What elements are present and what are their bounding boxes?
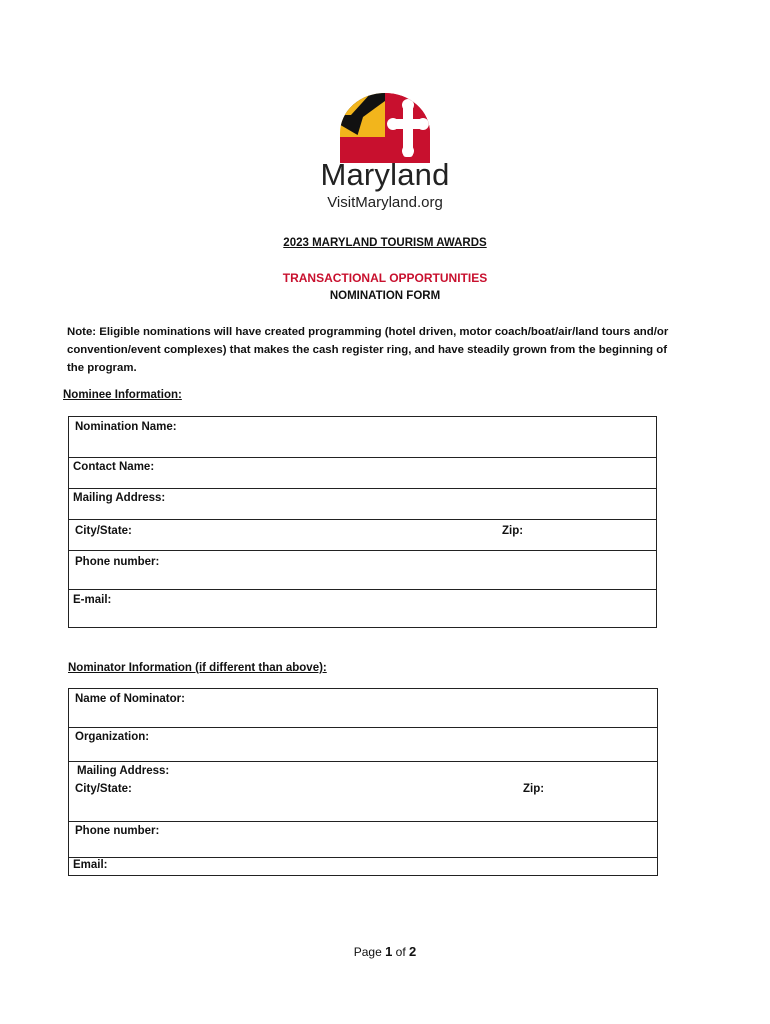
nominator-address-label: Mailing Address: <box>77 765 170 777</box>
nominator-city-state-label: City/State: <box>75 783 132 795</box>
nominator-name-label: Name of Nominator: <box>75 693 185 705</box>
zip-label: Zip: <box>502 525 524 537</box>
form-name: NOMINATION FORM <box>329 290 441 302</box>
mailing-address-field[interactable] <box>69 489 656 520</box>
nominator-name-field[interactable] <box>69 689 657 728</box>
contact-name-label: Contact Name: <box>73 461 155 473</box>
award-title: 2023 MARYLAND TOURISM AWARDS <box>283 237 487 249</box>
nomination-name-field[interactable] <box>69 417 656 458</box>
phone-label: Phone number: <box>75 556 160 568</box>
nominator-phone-label: Phone number: <box>75 825 160 837</box>
nominator-address-field[interactable] <box>69 762 657 822</box>
organization-label: Organization: <box>75 731 150 743</box>
nominator-zip-label: Zip: <box>523 783 545 795</box>
nominator-email-label: Email: <box>73 859 108 871</box>
nomination-name-label: Nomination Name: <box>75 421 177 433</box>
city-state-label: City/State: <box>75 525 132 537</box>
organization-field[interactable] <box>69 728 657 762</box>
nominator-phone-field[interactable] <box>69 822 657 858</box>
page-number <box>0 944 770 959</box>
logo-wordmark: Maryland <box>320 157 450 192</box>
maryland-flag-logo <box>337 93 433 163</box>
nominee-table <box>68 416 657 628</box>
email-field[interactable] <box>69 590 656 629</box>
nominator-email-field[interactable] <box>69 858 657 877</box>
mailing-address-label: Mailing Address: <box>73 492 166 504</box>
nominator-section-title: Nominator Information (if different than above): <box>68 662 327 674</box>
of-word: of <box>395 945 406 959</box>
contact-name-field[interactable] <box>69 458 656 489</box>
email-label: E-mail: <box>73 594 112 606</box>
page-total: 2 <box>409 944 417 959</box>
logo-site: VisitMaryland.org <box>327 194 443 211</box>
city-state-field[interactable] <box>69 520 656 551</box>
category-title: TRANSACTIONAL OPPORTUNITIES <box>282 271 488 285</box>
page-word: Page <box>353 945 382 959</box>
nominator-table <box>68 688 658 876</box>
page-current: 1 <box>385 944 393 959</box>
eligibility-note: Note: Eligible nominations will have created programming (hotel driven, motor coach/boat/air/land tours and/or convention/event complexes) that makes the cash register ring, and have steadily grown from the beginning of the program. <box>67 326 669 374</box>
nominee-section-title: Nominee Information: <box>63 389 182 401</box>
phone-field[interactable] <box>69 551 656 590</box>
